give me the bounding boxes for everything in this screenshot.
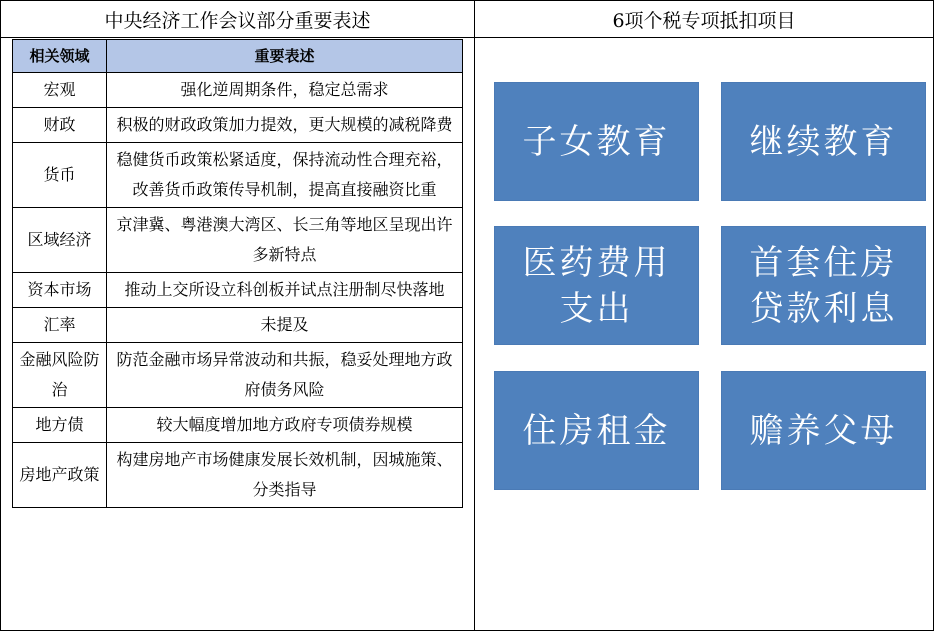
column-divider bbox=[474, 37, 475, 630]
tile-housing-rent: 住房租金 bbox=[495, 372, 698, 489]
tile-elderly-support: 赡养父母 bbox=[722, 372, 925, 489]
header-statement: 重要表述 bbox=[107, 40, 463, 73]
table-row bbox=[13, 343, 463, 408]
field-cell: 区域经济 bbox=[13, 208, 107, 273]
field-cell: 财政 bbox=[13, 108, 107, 143]
statement-cell: 稳健货币政策松紧适度，保持流动性合理充裕，改善货币政策传导机制，提高直接融资比重 bbox=[107, 143, 463, 208]
table-row bbox=[13, 443, 463, 508]
field-cell: 宏观 bbox=[13, 73, 107, 108]
statement-cell: 未提及 bbox=[107, 308, 463, 343]
statement-cell: 防范金融市场异常波动和共振，稳妥处理地方政府债务风险 bbox=[107, 343, 463, 408]
table-row bbox=[13, 408, 463, 443]
field-cell: 货币 bbox=[13, 143, 107, 208]
field-cell: 资本市场 bbox=[13, 273, 107, 308]
table-row bbox=[13, 73, 463, 108]
tile-continuing-education: 继续教育 bbox=[722, 83, 925, 200]
policy-table bbox=[12, 39, 463, 508]
right-title: 6项个税专项抵扣项目 bbox=[475, 1, 933, 38]
statement-cell: 强化逆周期条件，稳定总需求 bbox=[107, 73, 463, 108]
header-field: 相关领域 bbox=[13, 40, 107, 73]
field-cell: 房地产政策 bbox=[13, 443, 107, 508]
table-row bbox=[13, 143, 463, 208]
table-row bbox=[13, 273, 463, 308]
tile-child-education: 子女教育 bbox=[495, 83, 698, 200]
statement-cell: 构建房地产市场健康发展长效机制，因城施策、分类指导 bbox=[107, 443, 463, 508]
statement-cell: 京津冀、粤港澳大湾区、长三角等地区呈现出许多新特点 bbox=[107, 208, 463, 273]
statement-cell: 较大幅度增加地方政府专项债券规模 bbox=[107, 408, 463, 443]
tile-medical-expenses: 医药费用支出 bbox=[495, 227, 698, 344]
field-cell: 汇率 bbox=[13, 308, 107, 343]
tile-mortgage-interest: 首套住房贷款利息 bbox=[722, 227, 925, 344]
table-header-row bbox=[13, 40, 463, 73]
field-cell: 金融风险防治 bbox=[13, 343, 107, 408]
table-row bbox=[13, 108, 463, 143]
statement-cell: 推动上交所设立科创板并试点注册制尽快落地 bbox=[107, 273, 463, 308]
table-row bbox=[13, 208, 463, 273]
statement-cell: 积极的财政政策加力提效，更大规模的减税降费 bbox=[107, 108, 463, 143]
field-cell: 地方债 bbox=[13, 408, 107, 443]
left-title: 中央经济工作会议部分重要表述 bbox=[1, 1, 475, 38]
table-row bbox=[13, 308, 463, 343]
